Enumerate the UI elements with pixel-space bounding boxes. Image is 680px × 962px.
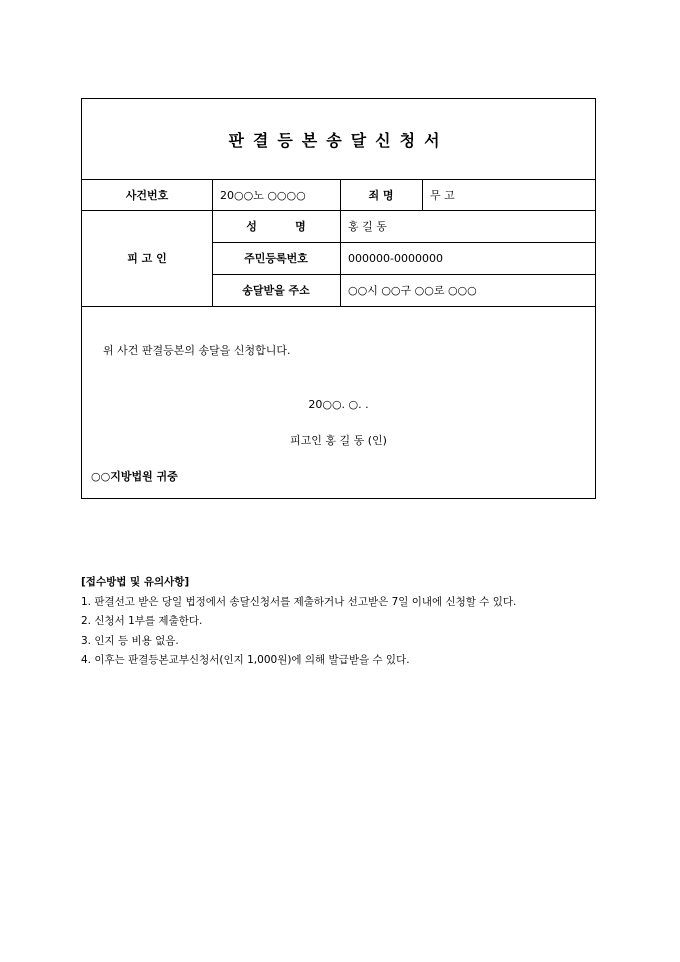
note-item: 2. 신청서 1부를 제출한다.: [81, 615, 203, 627]
table-line: [422, 179, 423, 210]
name-label: 성 명: [246, 220, 306, 233]
table-line: [82, 306, 595, 307]
court-addressee: ○○지방법원 귀중: [91, 470, 178, 483]
case-number-value: 20○○노 ○○○○: [220, 188, 306, 202]
resident-number-label: 주민등록번호: [244, 252, 308, 265]
name-value: 홍 길 동: [348, 220, 387, 233]
signature-text: 피고인 홍 길 동 (인): [290, 434, 387, 447]
crime-label: 죄 명: [368, 188, 394, 202]
request-text: 위 사건 판결등본의 송달을 신청합니다.: [103, 344, 291, 357]
address-label: 송달받을 주소: [242, 284, 310, 297]
form-title: 판결등본송달신청서: [228, 130, 449, 150]
notes-section: [81, 573, 516, 671]
table-line: [340, 210, 341, 306]
date-text: 20○○. ○. .: [308, 398, 369, 411]
address-value: ○○시 ○○구 ○○로 ○○○: [348, 284, 477, 297]
note-item: 3. 인지 등 비용 없음.: [81, 634, 179, 647]
note-item: 1. 판결선고 받은 당일 법정에서 송달신청서를 제출하거나 선고받은 7일 이내에 신청할 수 있다.: [81, 595, 517, 608]
resident-number-value: 000000-0000000: [348, 251, 443, 265]
application-form: [81, 98, 596, 499]
notes-heading: [접수방법 및 유의사항]: [81, 576, 190, 588]
defendant-label: 피 고 인: [127, 252, 167, 265]
case-number-label: 사건번호: [125, 188, 169, 202]
crime-value: 무 고: [430, 188, 455, 202]
note-item: 4. 이후는 판결등본교부신청서(인지 1,000원)에 의해 발급받을 수 있다.: [81, 654, 410, 666]
